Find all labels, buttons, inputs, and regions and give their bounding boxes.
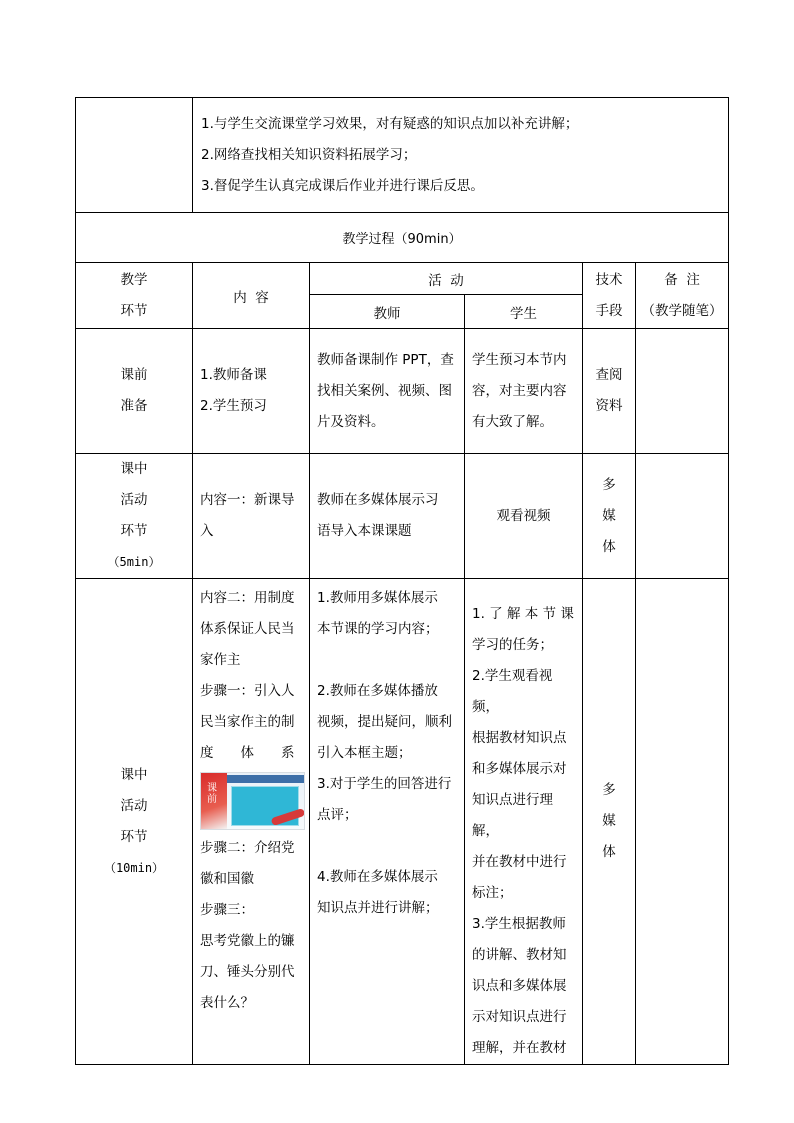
stage-line: 活动: [120, 797, 148, 814]
content-cell: [193, 454, 310, 579]
content-line: 思考党徽上的镰: [200, 933, 295, 949]
student-line: 识点和多媒体展: [472, 978, 567, 994]
content-line: 2.学生预习: [200, 398, 267, 414]
teacher-line: 知识点并进行讲解；: [317, 900, 439, 916]
stage-cell: [76, 454, 193, 579]
header-teacher: 教师: [310, 295, 465, 329]
tech-cell: [583, 329, 636, 454]
student-cell: [465, 579, 583, 1065]
teacher-line: 找相关案例、视频、图: [317, 382, 452, 399]
header-notes-line: （教学随笔）: [641, 302, 723, 319]
content-cell: [193, 579, 310, 1065]
student-line: 有大致了解。: [472, 413, 553, 430]
notes-cell: [636, 579, 729, 1065]
content-line: 步骤二：介绍党: [200, 840, 295, 856]
after-class-item: 2.网络查找相关知识资料拓展学习；: [201, 146, 417, 163]
stage-line: 活动: [120, 492, 148, 508]
tech-line: 资料: [595, 398, 623, 414]
student-line: 示对知识点进行: [472, 1009, 567, 1025]
header-tech-line: 技术: [595, 271, 623, 288]
slide-label: 课前: [207, 783, 217, 805]
header-stage-line: 环节: [120, 302, 148, 319]
stage-cell: [76, 579, 193, 1065]
student-line: 学习的任务；: [472, 637, 553, 653]
header-notes: [636, 263, 729, 329]
student-line: 并在教材中进行: [472, 854, 567, 870]
notes-cell: [636, 329, 729, 454]
header-tech: [583, 263, 636, 329]
notes-cell: [636, 454, 729, 579]
teacher-line: 4.教师在多媒体展示: [317, 869, 438, 885]
student-line: 学生预习本节内: [472, 351, 567, 368]
header-activity: 活 动: [310, 263, 583, 295]
student-cell: [465, 454, 583, 579]
header-content: 内 容: [193, 263, 310, 329]
header-tech-line: 手段: [595, 302, 623, 319]
table-row: [76, 454, 729, 579]
student-line: 知识点进行理解，: [472, 792, 553, 839]
tech-cell: [583, 454, 636, 579]
teacher-cell: [310, 579, 465, 1065]
after-class-content: [193, 98, 729, 213]
teacher-line: 2.教师在多媒体播放: [317, 683, 438, 699]
tech-line: 媒: [602, 507, 616, 524]
stage-line: 课中: [120, 461, 148, 477]
stage-line: （10min）: [103, 860, 165, 875]
stage-line: 环节: [120, 523, 148, 539]
content-line: 入: [200, 523, 214, 539]
student-line: 根据教材知识点: [472, 730, 567, 746]
after-class-stage-cell: [76, 98, 193, 213]
table-row: [76, 579, 729, 1065]
teacher-line: 1.教师用多媒体展示: [317, 590, 438, 606]
content-line: 体系保证人民当: [200, 621, 295, 637]
teacher-line: 片及资料。: [317, 413, 385, 430]
teacher-line: 引入本框主题；: [317, 745, 412, 761]
slide-thumbnail: [200, 772, 305, 830]
content-cell: [193, 329, 310, 454]
tech-line: 多: [602, 476, 616, 493]
content-line: 步骤一：引入人: [200, 683, 295, 699]
content-line: 内容二：用制度: [200, 590, 295, 606]
after-class-item: 1.与学生交流课堂学习效果，对有疑惑的知识点加以补充讲解；: [201, 115, 579, 132]
header-student: 学生: [465, 295, 583, 329]
student-cell: [465, 329, 583, 454]
content-line: 内容一：新课导: [200, 492, 295, 508]
content-line: 家作主: [200, 652, 241, 668]
tech-line: 体: [602, 538, 616, 555]
process-title: 教学过程（90min）: [76, 213, 729, 263]
process-title-row: [76, 213, 729, 263]
tech-line: 多: [602, 782, 616, 798]
student-line: 3.学生根据教师: [472, 916, 566, 932]
tech-line: 查阅: [595, 367, 623, 383]
teacher-line: 语导入本课课题: [317, 523, 412, 539]
content-line: 民当家作主的制: [200, 714, 295, 730]
stage-line: 课中: [120, 766, 148, 783]
header-notes-line: 备 注: [664, 271, 700, 288]
after-class-row: [76, 98, 729, 213]
student-line: 2.学生观看视频，: [472, 668, 553, 715]
content-line: 1.教师备课: [200, 367, 267, 383]
teacher-line: 教师备课制作 PPT，查: [317, 351, 454, 368]
student-line: 1. 了 解 本 节 课: [472, 606, 574, 622]
student-line: 观看视频: [496, 507, 551, 524]
lesson-plan-table: [75, 97, 729, 1065]
content-line: 度 体 系: [200, 745, 295, 761]
after-class-item: 3.督促学生认真完成课后作业并进行课后反思。: [201, 177, 484, 194]
teacher-line: [317, 831, 459, 862]
tech-line: 体: [602, 844, 616, 860]
stage-cell: [76, 329, 193, 454]
teacher-cell: [310, 454, 465, 579]
stage-line: 环节: [120, 828, 148, 845]
tech-cell: [583, 579, 636, 1065]
stage-line: （5min）: [107, 555, 161, 569]
teacher-line: 教师在多媒体展示习: [317, 492, 439, 508]
content-line: 表什么？: [200, 995, 254, 1011]
student-line: 理解，并在教材: [472, 1040, 567, 1056]
teacher-cell: [310, 329, 465, 454]
table-row: [76, 329, 729, 454]
teacher-line: 3.对于学生的回答进行: [317, 776, 452, 792]
stage-line: 准备: [120, 398, 148, 414]
student-line: 和多媒体展示对: [472, 761, 567, 777]
header-stage-line: 教学: [120, 271, 148, 288]
student-line: 的讲解、教材知: [472, 947, 567, 963]
teacher-line: 点评；: [317, 807, 358, 823]
teacher-line: 视频，提出疑问，顺利: [317, 714, 452, 730]
content-line: 刀、锤头分别代: [200, 964, 295, 980]
stage-line: 课前: [120, 367, 148, 383]
content-line: 步骤三：: [200, 902, 254, 918]
teacher-line: 本节课的学习内容；: [317, 621, 439, 637]
header-stage: [76, 263, 193, 329]
student-line: 标注；: [472, 885, 513, 901]
teacher-line: [317, 645, 459, 676]
tech-line: 媒: [602, 813, 616, 829]
content-line: 徽和国徽: [200, 871, 254, 887]
student-line: 容，对主要内容: [472, 382, 567, 399]
header-row-1: [76, 263, 729, 295]
